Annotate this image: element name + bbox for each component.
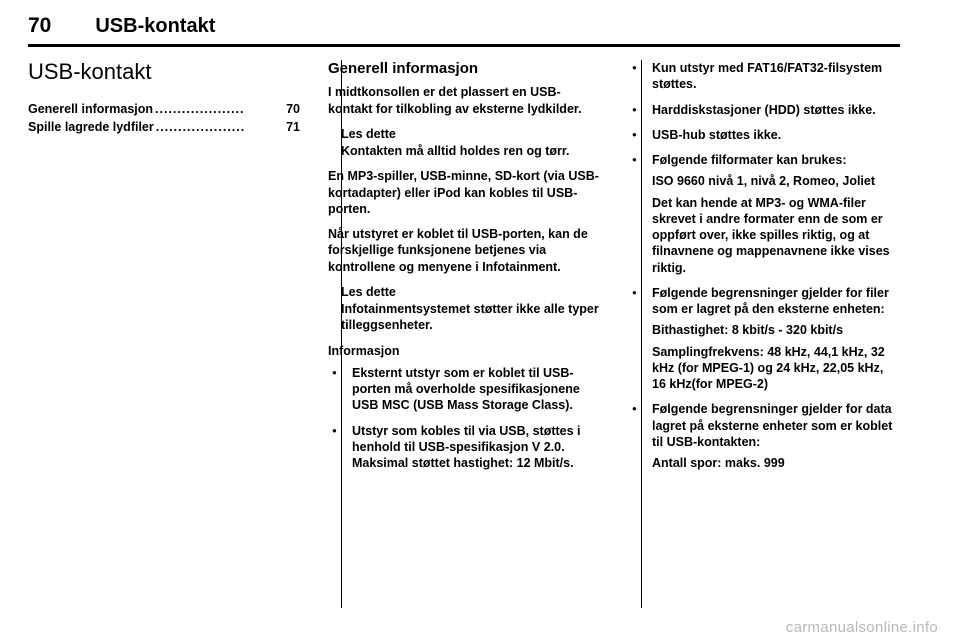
list-item-subtext: Samplingfrekvens: 48 kHz, 44,1 kHz, 32 kHz (for MPEG-1) og 24 kHz, 22,05 kHz, 16 kHz(for MPEG-2) bbox=[652, 344, 885, 391]
paragraph-operation: Når utstyret er koblet til USB-porten, kan de forskjellige funksjonene betjenes via kontrollene og menyene i Infotainment. bbox=[328, 227, 588, 274]
chapter-title: USB-kontakt bbox=[95, 15, 216, 37]
note-keep-clean bbox=[328, 126, 600, 160]
toc-dots: .................... bbox=[155, 102, 245, 117]
page-header bbox=[28, 14, 900, 38]
table-of-contents bbox=[28, 100, 300, 136]
right-column bbox=[628, 60, 900, 608]
note-not-all-devices bbox=[328, 284, 600, 334]
section-heading-general-info: Generell informasjon bbox=[328, 60, 479, 77]
list-item-text: Følgende begrensninger gjelder for filer som er lagret på den eksterne enheten: bbox=[652, 285, 889, 316]
list-item-subtext: Antall spor: maks. 999 bbox=[652, 456, 785, 470]
list-item bbox=[628, 152, 900, 276]
list-item: ● Utstyr som kobles til via USB, støttes i henhold til USB-spesifikasjon V 2.0. Maksimal støttet hastighet: 12 Mbit/s. bbox=[328, 423, 600, 472]
list-item-subtext: ISO 9660 nivå 1, nivå 2, Romeo, Joliet bbox=[652, 174, 876, 189]
list-item bbox=[628, 285, 900, 393]
toc-page: 70 bbox=[286, 102, 300, 117]
toc-dots: .................... bbox=[155, 120, 246, 135]
list-item: ● Eksternt utstyr som er koblet til USB-porten må overholde spesifikasjonene USB MSC (USB Mass Storage Class). bbox=[328, 365, 600, 414]
list-item-text: USB-hub støttes ikke. bbox=[652, 127, 782, 142]
note-title: Les dette bbox=[341, 284, 396, 299]
toc-label: Generell informasjon bbox=[28, 102, 154, 117]
toc-entry[interactable] bbox=[28, 100, 300, 118]
page-number: 70 bbox=[28, 14, 52, 37]
list-item bbox=[628, 127, 900, 143]
list-item-text: Kun utstyr med FAT16/FAT32-filsystem støttes. bbox=[652, 61, 883, 92]
page-title: USB-kontakt bbox=[28, 59, 152, 84]
list-item bbox=[628, 401, 900, 471]
list-item-text: Følgende filformater kan brukes: bbox=[652, 153, 847, 167]
toc-entry[interactable] bbox=[28, 118, 300, 136]
toc-label: Spille lagrede lydfiler bbox=[28, 120, 154, 135]
note-title: Les dette bbox=[341, 126, 396, 141]
list-item-subtext: Bithastighet: 8 kbit/s - 320 kbit/s bbox=[652, 323, 844, 338]
list-item-subtext: Det kan hende at MP3- og WMA-filer skrevet i andre formater enn de som er oppført over, ikke spilles riktig, og at filnavnene og mappenavnene ikke vises riktig. bbox=[652, 195, 890, 275]
info-bullet-list bbox=[328, 365, 600, 472]
requirements-bullet-list bbox=[628, 60, 900, 471]
subheading-information: Informasjon bbox=[328, 343, 400, 358]
watermark: carmanualsonline.info bbox=[785, 619, 938, 636]
left-column bbox=[28, 60, 300, 608]
note-text: Kontakten må alltid holdes ren og tørr. bbox=[341, 144, 570, 158]
middle-column bbox=[328, 60, 600, 608]
paragraph-supported-devices: En MP3-spiller, USB-minne, SD-kort (via USB-kortadapter) eller iPod kan kobles til USB-porten. bbox=[328, 169, 599, 216]
page-columns bbox=[28, 60, 900, 608]
note-text: Infotainmentsystemet støtter ikke alle typer tilleggsenheter. bbox=[341, 302, 599, 333]
list-item-text: Følgende begrensninger gjelder for data lagret på eksterne enheter som er koblet til USB-kontakten: bbox=[652, 402, 893, 449]
paragraph-usb-location: I midtkonsollen er det plassert en USB-kontakt for tilkobling av eksterne lydkilder. bbox=[328, 85, 582, 116]
list-item bbox=[628, 60, 900, 93]
list-item-text: Harddiskstasjoner (HDD) støttes ikke. bbox=[652, 102, 876, 117]
header-divider bbox=[28, 44, 900, 47]
toc-page: 71 bbox=[286, 120, 300, 135]
list-item bbox=[628, 102, 900, 118]
